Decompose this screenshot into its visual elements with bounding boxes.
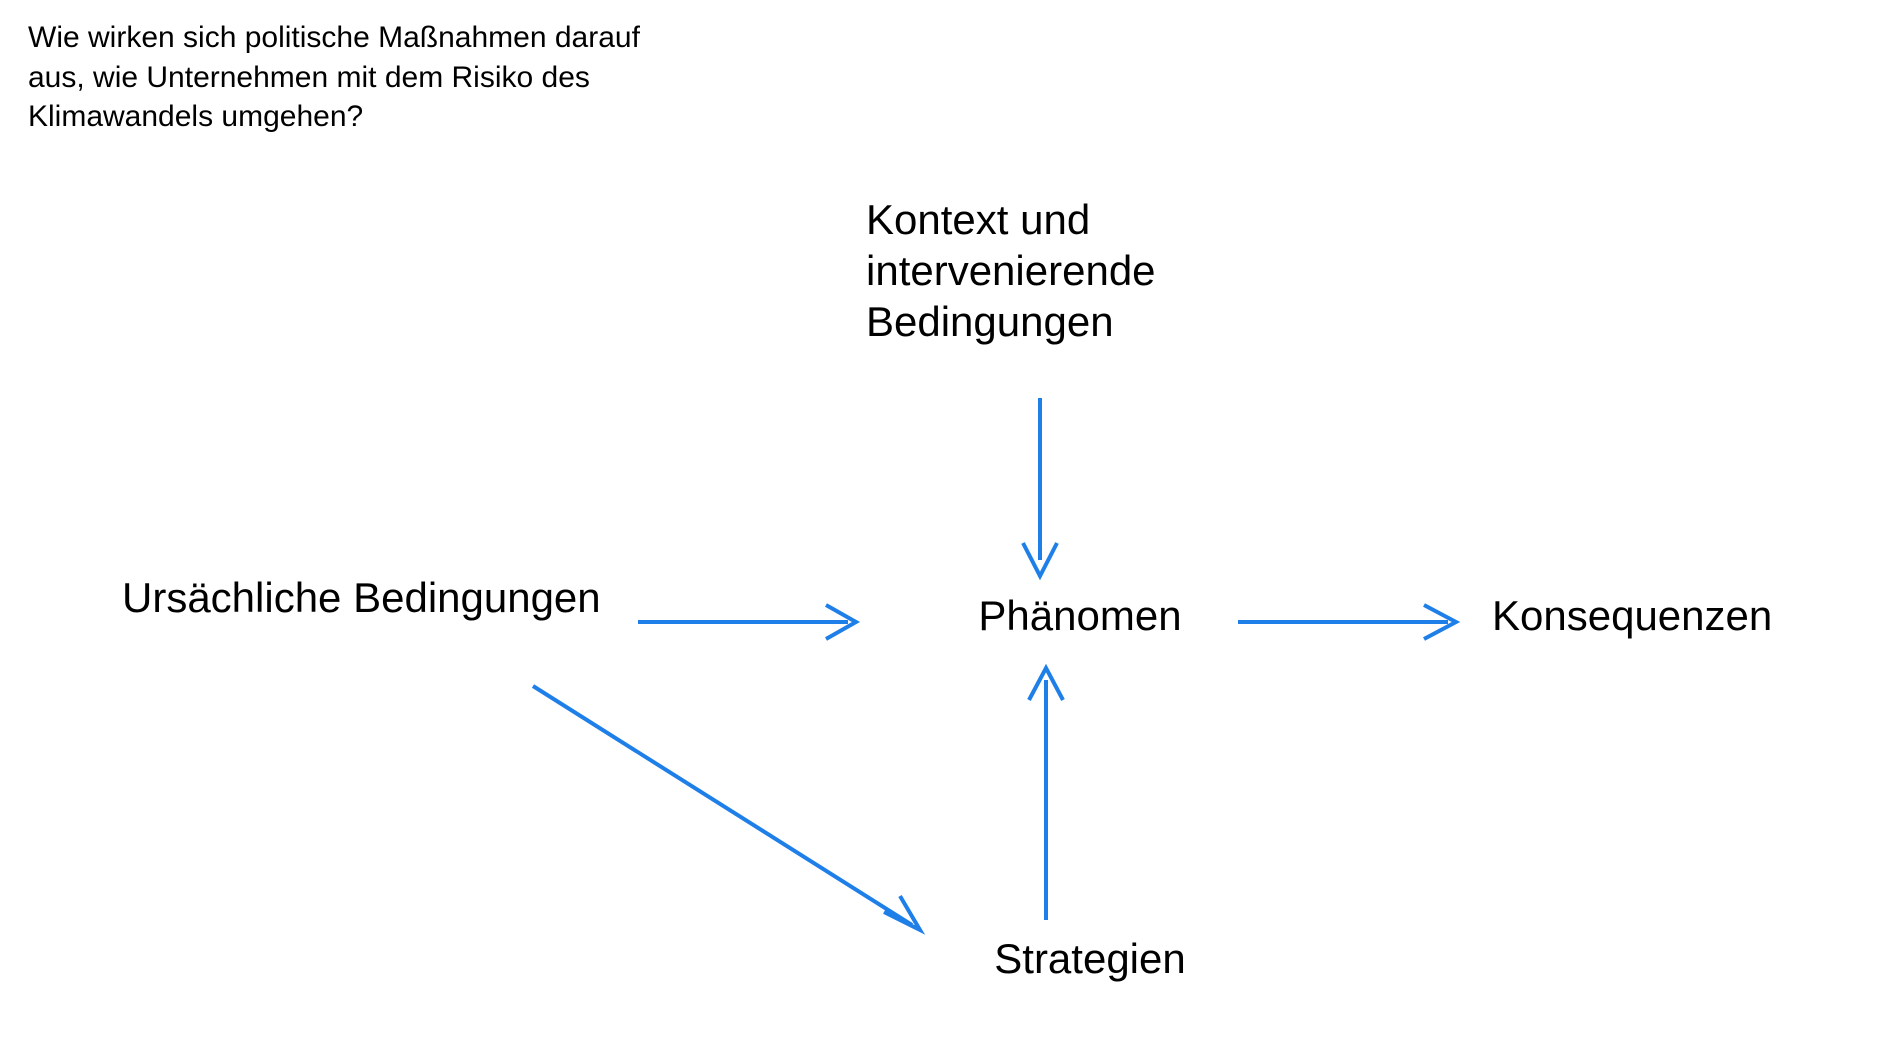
arrow-context-to-phenomenon (1023, 398, 1057, 576)
node-ursaechliche-bedingungen: Ursächliche Bedingungen (122, 574, 601, 621)
arrow-causal-to-strategies (533, 686, 920, 930)
node-konsequenzen: Konsequenzen (1492, 592, 1773, 639)
node-kontext-und-intervenierende-bedingungen: Kontext und intervenierende Bedingungen (866, 196, 1156, 346)
arrow-strategies-to-phenomenon (1029, 668, 1063, 920)
node-strategien: Strategien (994, 935, 1186, 982)
arrow-phenomenon-to-consequences (1238, 605, 1456, 639)
node-phaenomen: Phänomen (978, 592, 1182, 639)
research-question-text: Wie wirken sich politische Maßnahmen darauf aus, wie Unternehmen mit dem Risiko des Klimawandels umgehen? (28, 21, 640, 134)
